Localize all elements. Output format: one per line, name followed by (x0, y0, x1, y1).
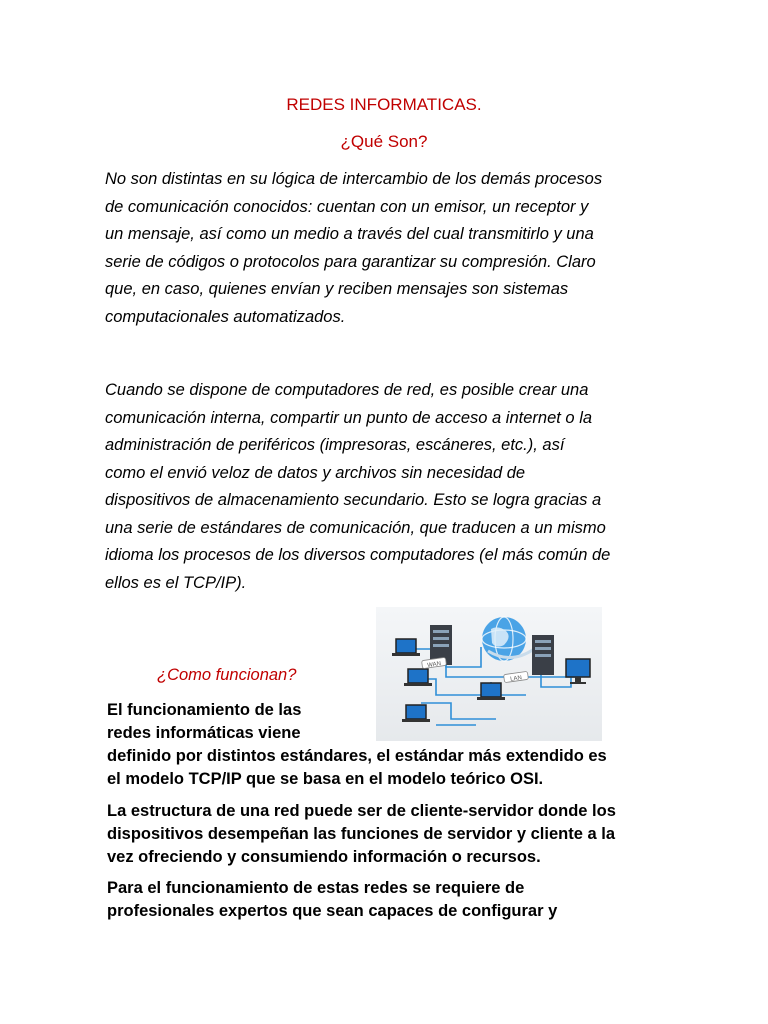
bold-line: El funcionamiento de las (107, 701, 302, 719)
server-icon (532, 635, 554, 675)
laptop-icon (402, 705, 430, 722)
bold-paragraph-functioning-continued (107, 745, 667, 791)
bold-line: Para el funcionamiento de estas redes se requiere de (107, 879, 525, 897)
bold-line: definido por distintos estándares, el estándar más extendido es (107, 747, 607, 765)
paragraph-line: computacionales automatizados. (105, 307, 346, 326)
laptop-icon (404, 669, 432, 686)
laptop-icon (392, 639, 420, 656)
network-diagram-image (376, 607, 602, 741)
lan-label (504, 671, 529, 682)
network-diagram-icon (376, 607, 602, 741)
section-heading-como-funcionan: ¿Como funcionan? (157, 666, 297, 684)
paragraph-line: como el envió veloz de datos y archivos sin necesidad de (105, 463, 526, 482)
paragraph-line: un mensaje, así como un medio a través del cual transmitirlo y una (105, 225, 594, 243)
bold-line: redes informáticas viene (107, 724, 301, 742)
bold-line: profesionales expertos que sean capaces de configurar y (107, 902, 558, 920)
paragraph-line: serie de códigos o protocolos para garantizar su compresión. Claro (105, 252, 596, 271)
bold-line: La estructura de una red puede ser de cliente-servidor donde los (107, 802, 616, 820)
bold-paragraph-structure (107, 800, 667, 869)
paragraph-line: de comunicación conocidos: cuentan con un emisor, un receptor y (105, 197, 589, 216)
bold-line: dispositivos desempeñan las funciones de servidor y cliente a la (107, 825, 616, 843)
paragraph-line: una serie de estándares de comunicación, que traducen a un mismo (105, 518, 606, 537)
paragraph-line: No son distintas en su lógica de intercambio de los demás procesos (105, 170, 603, 188)
paragraph-line: idioma los procesos de los diversos computadores (el más común de (105, 546, 611, 564)
document-subtitle: ¿Qué Son? (340, 132, 428, 151)
paragraph-line: comunicación interna, compartir un punto de acceso a internet o la (105, 408, 593, 427)
paragraph-line: administración de periféricos (impresoras, escáneres, etc.), así (105, 436, 565, 454)
paragraph-usage (105, 377, 665, 597)
globe-icon (482, 617, 534, 661)
bold-paragraph-functioning (107, 699, 367, 745)
svg-text:WAN: WAN (426, 661, 442, 669)
monitor-icon (566, 659, 590, 684)
document-title: REDES INFORMATICAS. (286, 95, 482, 114)
bold-line: vez ofreciendo y consumiendo información o recursos. (107, 848, 541, 866)
svg-text:LAN: LAN (509, 675, 523, 683)
paragraph-line: ellos es el TCP/IP). (105, 573, 247, 592)
bold-line: el modelo TCP/IP que se basa en el modelo teórico OSI. (107, 770, 544, 788)
paragraph-intro (105, 166, 665, 331)
laptop-icon (477, 683, 505, 700)
paragraph-line: dispositivos de almacenamiento secundario. Esto se logra gracias a (105, 491, 602, 509)
bold-paragraph-professionals (107, 877, 667, 923)
paragraph-line: que, en caso, quienes envían y reciben mensajes son sistemas (105, 280, 569, 298)
wan-label (422, 657, 447, 669)
paragraph-line: Cuando se dispone de computadores de red, es posible crear una (105, 381, 589, 399)
